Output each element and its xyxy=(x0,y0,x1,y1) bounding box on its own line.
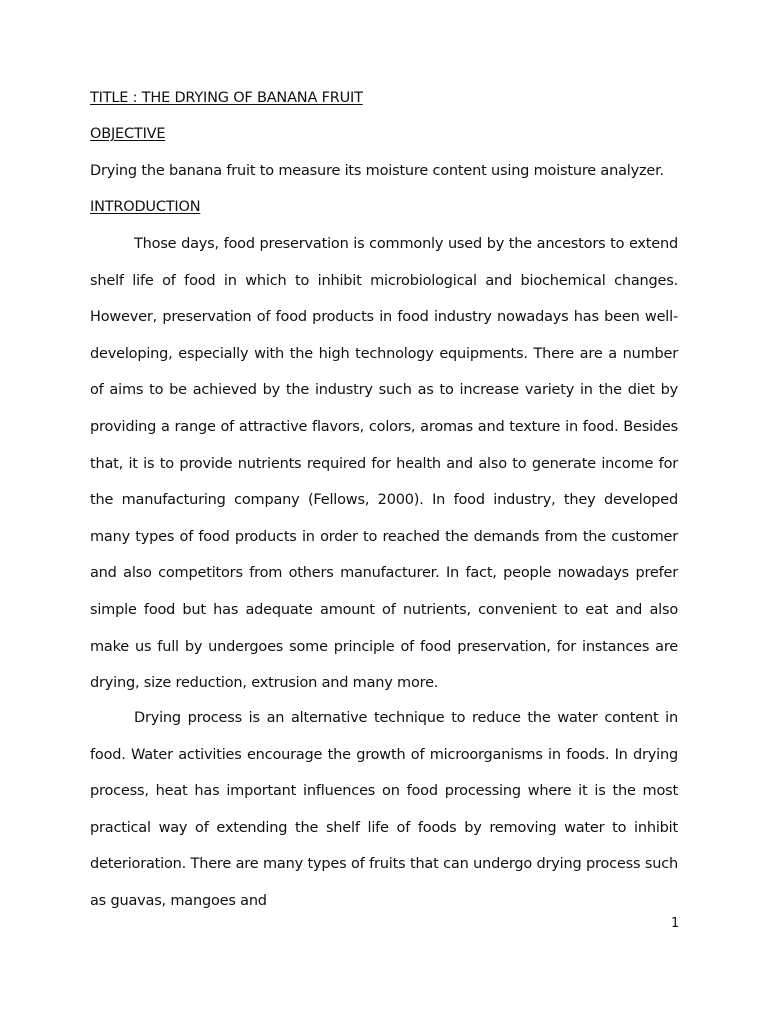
introduction-paragraph-1: Those days, food preservation is commonly used by the ancestors to extend shelf life of food in which to inhibit microbiological and biochemical changes. However, preservation of food products in food industry nowadays has been well-developing, especially with the high technology equipments. There are a number of aims to be achieved by the industry such as to increase variety in the diet by providing a range of attractive flavors, colors, aromas and texture in food. Besides that, it is to provide nutrients required for health and also to generate income for the manufacturing company (Fellows, 2000). In food industry, they developed many types of food products in order to reached the demands from the customer and also competitors from others manufacturer. In fact, people nowadays prefer simple food but has adequate amount of nutrients, convenient to eat and also make us full by undergoes some principle of food preservation, for instances are drying, size reduction, extrusion and many more. xyxy=(90,236,678,692)
page-number: 1 xyxy=(671,916,680,931)
introduction-paragraph-2: Drying process is an alternative technique to reduce the water content in food. Water activities encourage the growth of microorganisms in foods. In drying process, heat has important influences on food processing where it is the most practical way of extending the shelf life of foods by removing water to inhibit deterioration. There are many types of fruits that can undergo drying process such as guavas, mangoes and xyxy=(90,710,678,909)
objective-text: Drying the banana fruit to measure its moisture content using moisture analyzer. xyxy=(90,163,664,179)
introduction-heading: INTRODUCTION xyxy=(90,199,201,215)
document-title: TITLE : THE DRYING OF BANANA FRUIT xyxy=(90,90,363,106)
objective-heading: OBJECTIVE xyxy=(90,126,166,142)
